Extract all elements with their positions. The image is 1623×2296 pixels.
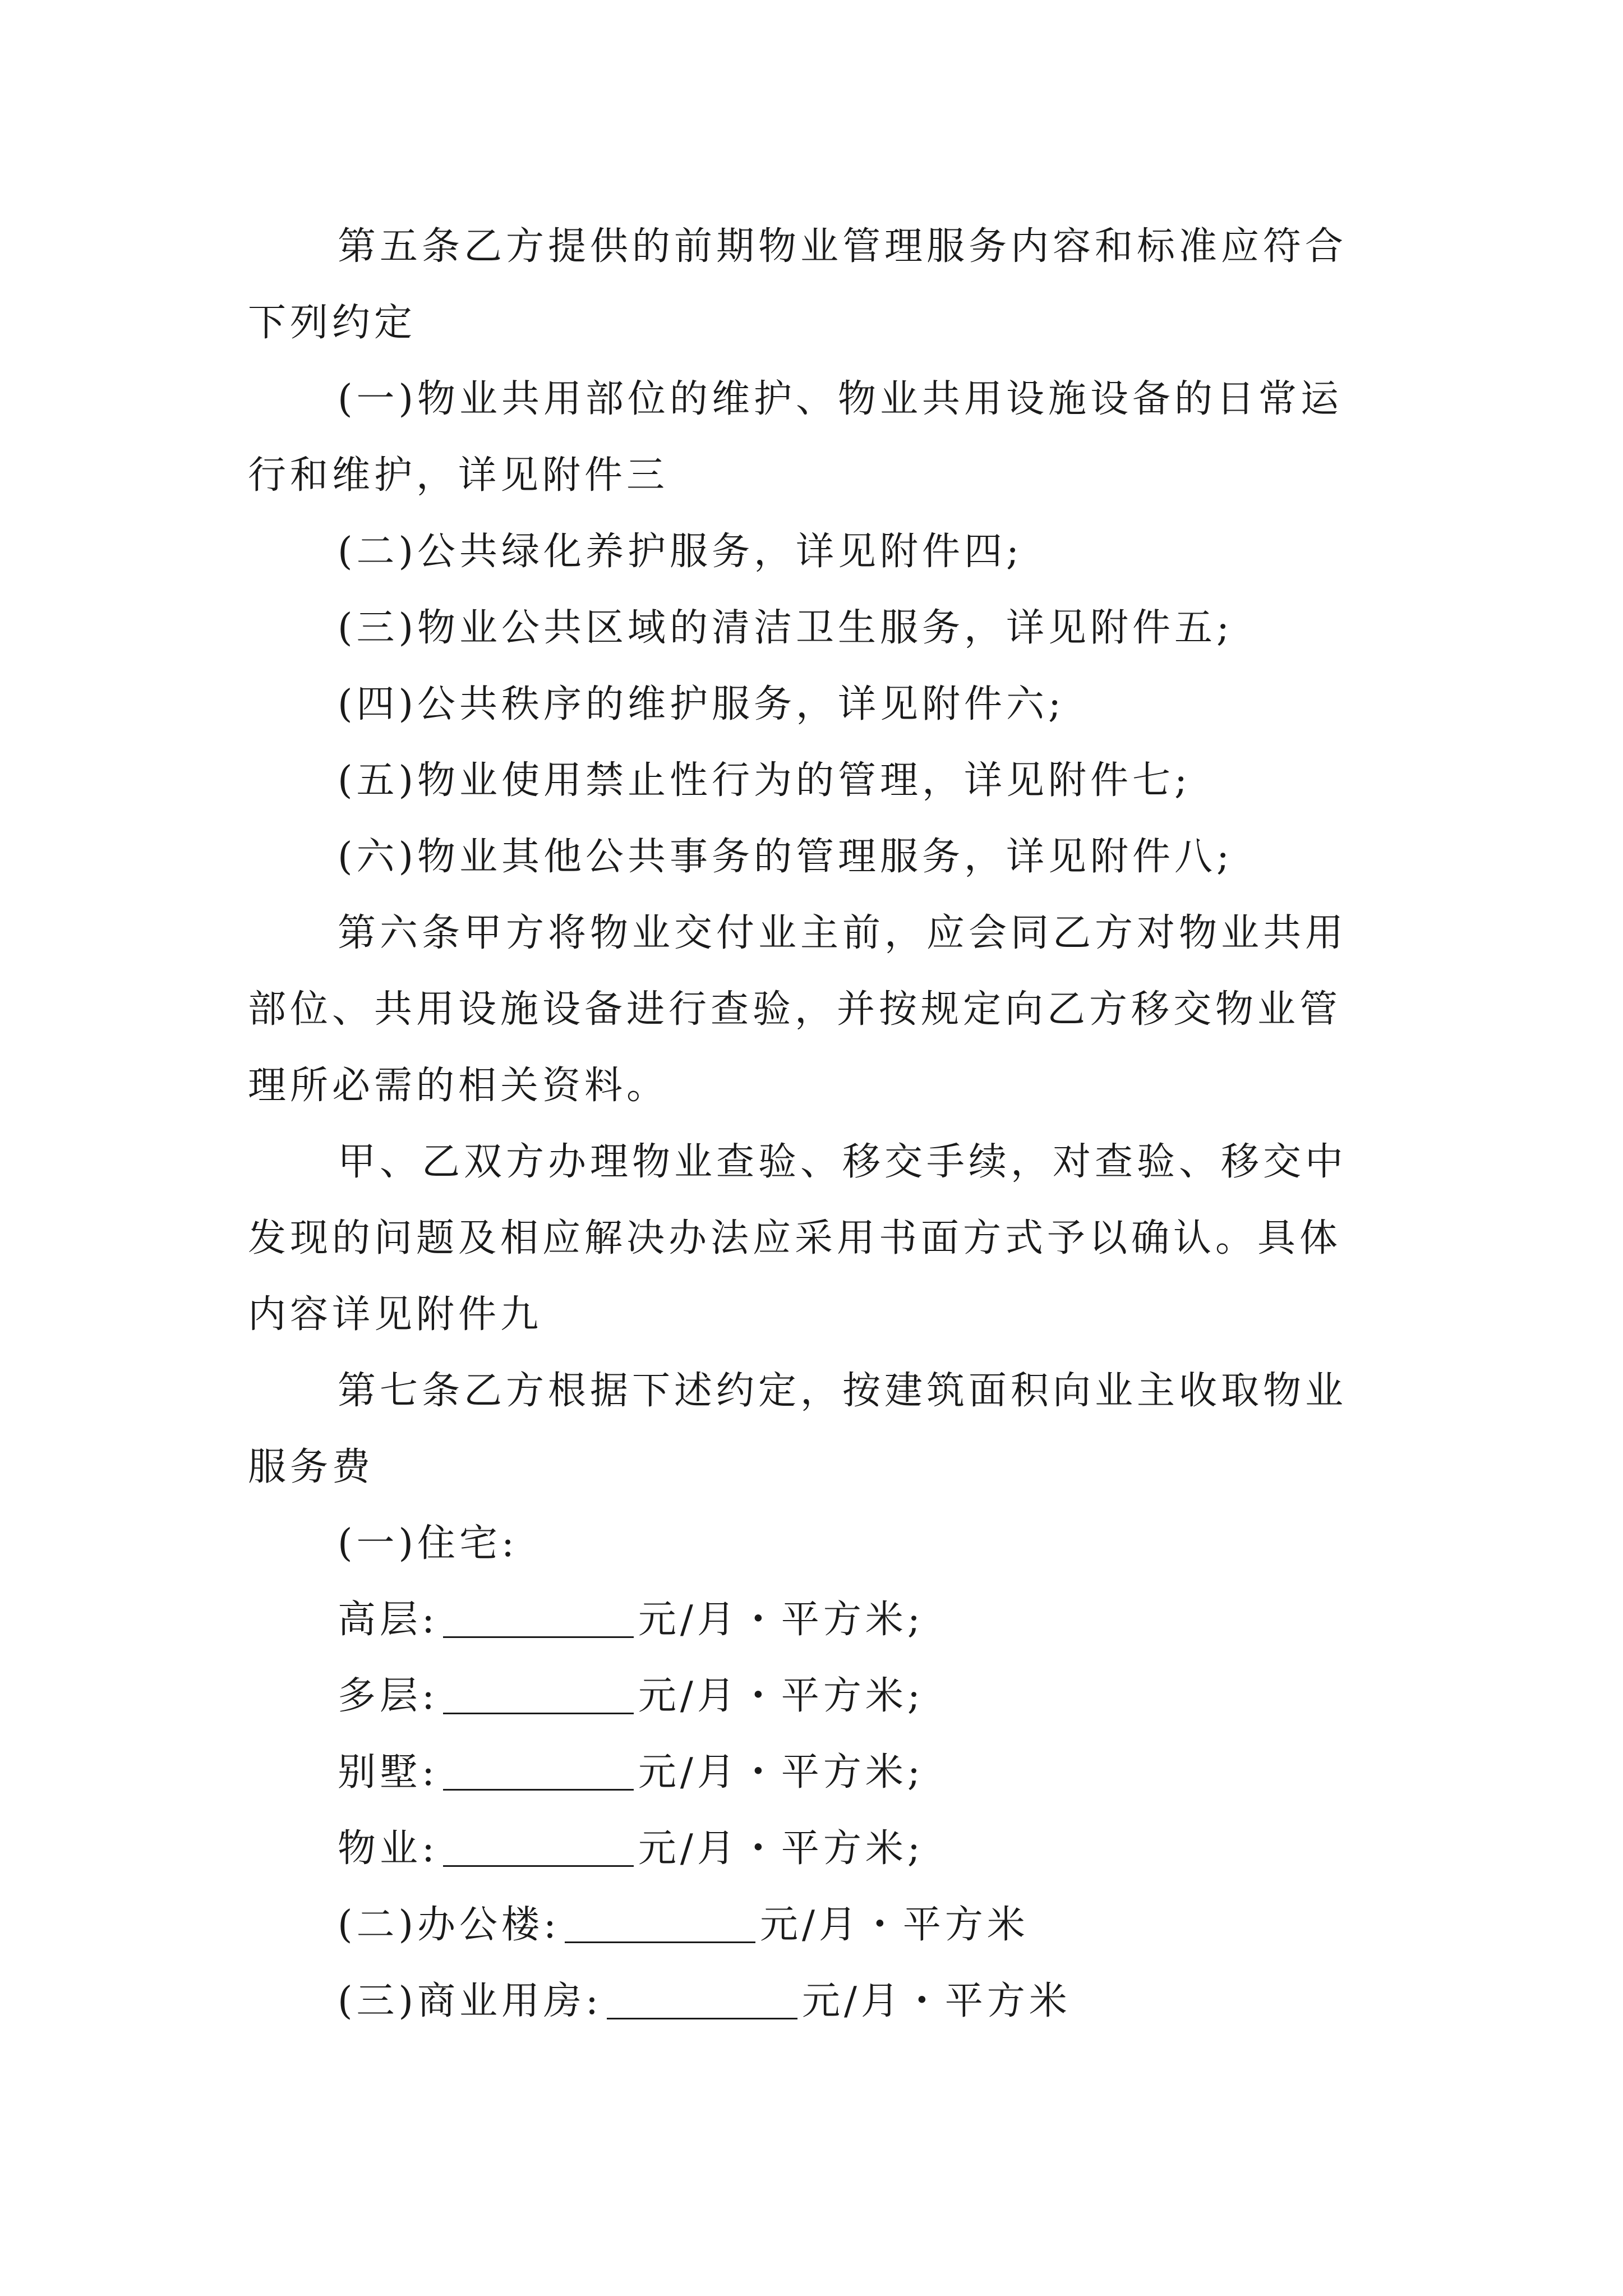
fee-blank [443, 1679, 634, 1714]
fee-row-commercial [248, 1963, 1375, 2040]
fee-row-multi-storey [248, 1658, 1375, 1734]
residential-label: (一)住宅: [338, 1521, 518, 1566]
fee-blank [607, 1984, 797, 2019]
fee-unit: 元/月・平方米; [638, 1826, 924, 1871]
fee-blank [565, 1908, 755, 1943]
article-5-title: 第五条乙方提供的前期物业管理服务内容和标准应符合下列约定 [248, 224, 1348, 345]
fee-blank [443, 1755, 634, 1791]
article-7-text: 第七条乙方根据下述约定，按建筑面积向业主收取物业服务费 [248, 1369, 1348, 1489]
document-body [248, 209, 1375, 2040]
article-5-item-5: (五)物业使用禁止性行为的管理，详见附件七; [338, 758, 1191, 803]
fee-blank [443, 1832, 634, 1867]
fee-label: 多层: [338, 1674, 439, 1718]
fee-blank [443, 1603, 634, 1638]
fee-label: 别墅: [338, 1750, 439, 1795]
fee-label: 高层: [338, 1598, 439, 1642]
fee-label: 物业: [338, 1826, 439, 1871]
fee-row-property [248, 1811, 1375, 1887]
article-6-text-2: 甲、乙双方办理物业查验、移交手续，对查验、移交中发现的问题及相应解决办法应采用书面方式予以确认。具体内容详见附件九 [248, 1140, 1348, 1337]
article-5-item-3: (三)物业公共区域的清洁卫生服务，详见附件五; [338, 606, 1233, 650]
fee-unit: 元/月・平方米 [759, 1903, 1029, 1947]
fee-unit: 元/月・平方米 [801, 1979, 1071, 2023]
article-5-item-6: (六)物业其他公共事务的管理服务，详见附件八; [338, 835, 1233, 879]
fee-row-villa [248, 1734, 1375, 1811]
fee-unit: 元/月・平方米; [638, 1598, 924, 1642]
fee-label: (二)办公楼: [338, 1903, 560, 1947]
article-5-item-4: (四)公共秩序的维护服务，详见附件六; [338, 682, 1065, 726]
fee-row-office [248, 1887, 1375, 1963]
fee-row-high-rise [248, 1582, 1375, 1658]
article-5-item-2: (二)公共绿化养护服务，详见附件四; [338, 530, 1023, 574]
article-6-text: 第六条甲方将物业交付业主前，应会同乙方对物业共用部位、共用设施设备进行查验，并按规定向乙方移交物业管理所必需的相关资料。 [248, 911, 1348, 1108]
fee-label: (三)商业用房: [338, 1979, 602, 2023]
fee-unit: 元/月・平方米; [638, 1750, 924, 1795]
fee-unit: 元/月・平方米; [638, 1674, 924, 1718]
article-5-item-1: (一)物业共用部位的维护、物业共用设施设备的日常运行和维护，详见附件三 [248, 377, 1343, 498]
